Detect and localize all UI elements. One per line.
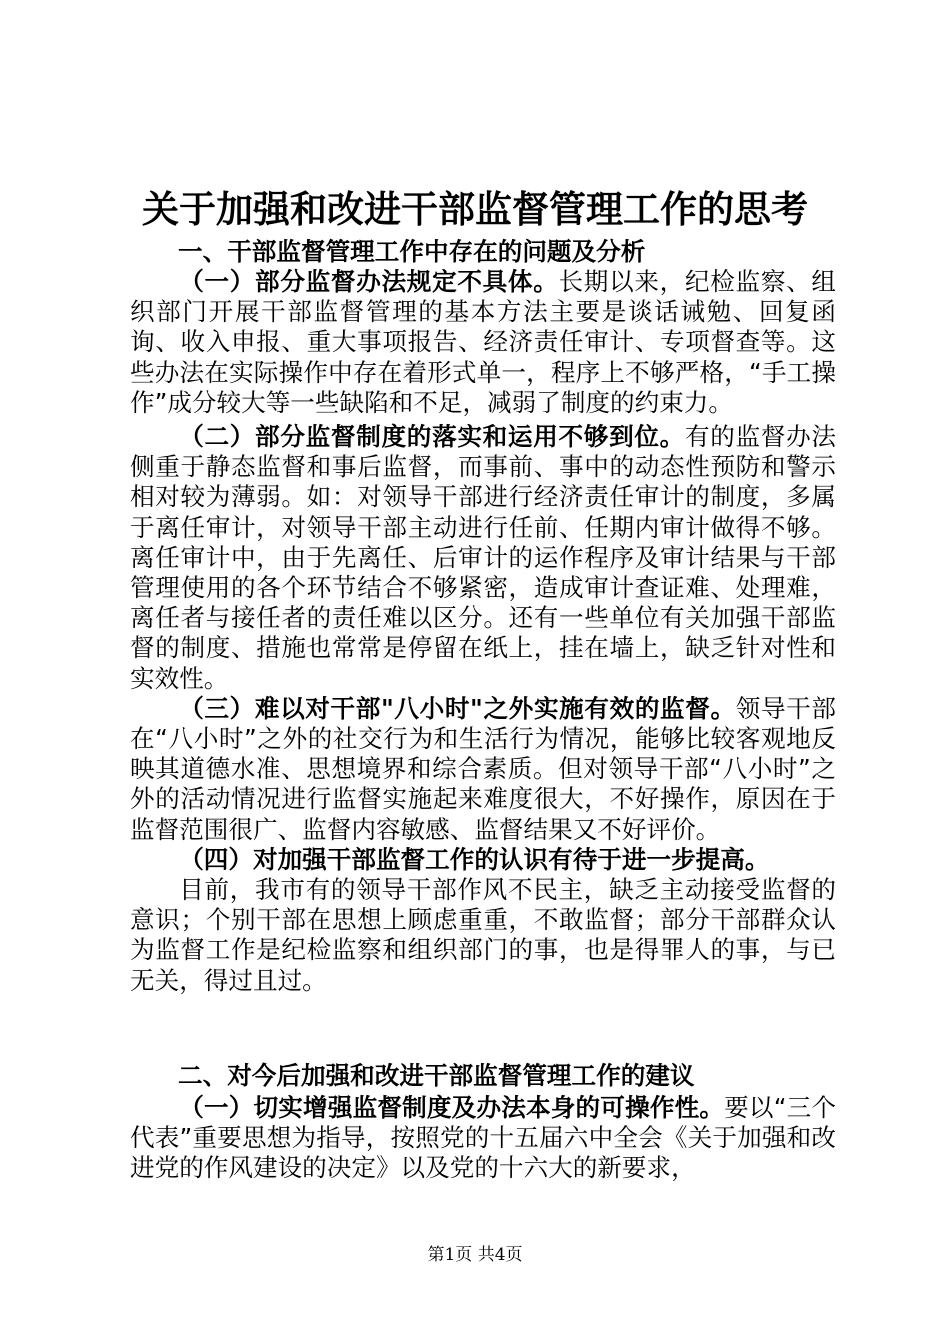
paragraph-3-text: 领导干部在“八小时”之外的社交行为和生活行为情况，能够比较客观地反映其道德水准、思想境界和综合素质。但对领导干部“八小时”之外的活动情况进行监督实施起来难度很大，不好操作，原因在于监督范围很广、监督内容敏感、监督结果又不好评价。 (130, 693, 836, 844)
section-heading-2: 二、对今后加强和改进干部监督管理工作的建议 (178, 1061, 695, 1090)
page-footer: 第1页 共4页 (427, 1245, 523, 1265)
paragraph-3-lead: （三）难以对干部"八小时"之外实施有效的监督。 (179, 693, 736, 723)
paragraph-2-text: 有的监督办法侧重于静态监督和事后监督，而事前、事中的动态性预防和警示相对较为薄弱。如：对领导干部进行经济责任审计的制度，多属于离任审计，对领导干部主动进行任前、任期内审计做得不够。离任审计中，由于先离任、后审计的运作程序及审计结果与干部管理使用的各个环节结合不够紧密，造成审计查证难、处理难，离任者与接任者的责任难以区分。还有一些单位有关加强干部监督的制度、措施也常常是停留在纸上，挂在墙上，缺乏针对性和实效性。 (130, 422, 836, 693)
paragraph-1-text: 长期以来，纪检监察、组织部门开展干部监督管理的基本方法主要是谈话诫勉、回复函询、收入申报、重大事项报告、经济责任审计、专项督查等。这些办法在实际操作中存在着形式单一，程序上不够严格，“手工操作”成分较大等一些缺陷和不足，减弱了制度的约束力。 (130, 267, 836, 417)
paragraph-6-lead: （一）切实增强监督制度及办法本身的可操作性。 (179, 1093, 725, 1122)
paragraph-6 (130, 1093, 836, 1184)
paragraph-5-text: 目前，我市有的领导干部作风不民主，缺乏主动接受监督的意识；个别干部在思想上顾虑重重，不敢监督；部分干部群众认为监督工作是纪检监察和组织部门的事，也是得罪人的事，与已无关，得过且过。 (130, 875, 836, 995)
paragraph-2-lead: （二）部分监督制度的落实和运用不够到位。 (179, 422, 685, 452)
paragraph-6-text: 要以“三个代表”重要思想为指导，按照党的十五届六中全会《关于加强和改进党的作风建设的决定》以及党的十六大的新要求， (130, 1093, 836, 1183)
paragraph-1-lead: （一）部分监督办法规定不具体。 (179, 267, 559, 296)
section-heading-1: 一、干部监督管理工作中存在的问题及分析 (178, 237, 646, 266)
paragraph-3 (130, 694, 836, 845)
section-1-body (130, 267, 836, 996)
paragraph-5 (130, 875, 836, 996)
paragraph-2 (130, 422, 836, 694)
document-title: 关于加强和改进干部监督管理工作的思考 (142, 187, 808, 231)
paragraph-4 (130, 845, 836, 875)
paragraph-4-lead: （四）对加强干部监督工作的认识有待于进一步提高。 (179, 844, 770, 874)
section-2-body (130, 1093, 836, 1184)
paragraph-1 (130, 267, 836, 418)
